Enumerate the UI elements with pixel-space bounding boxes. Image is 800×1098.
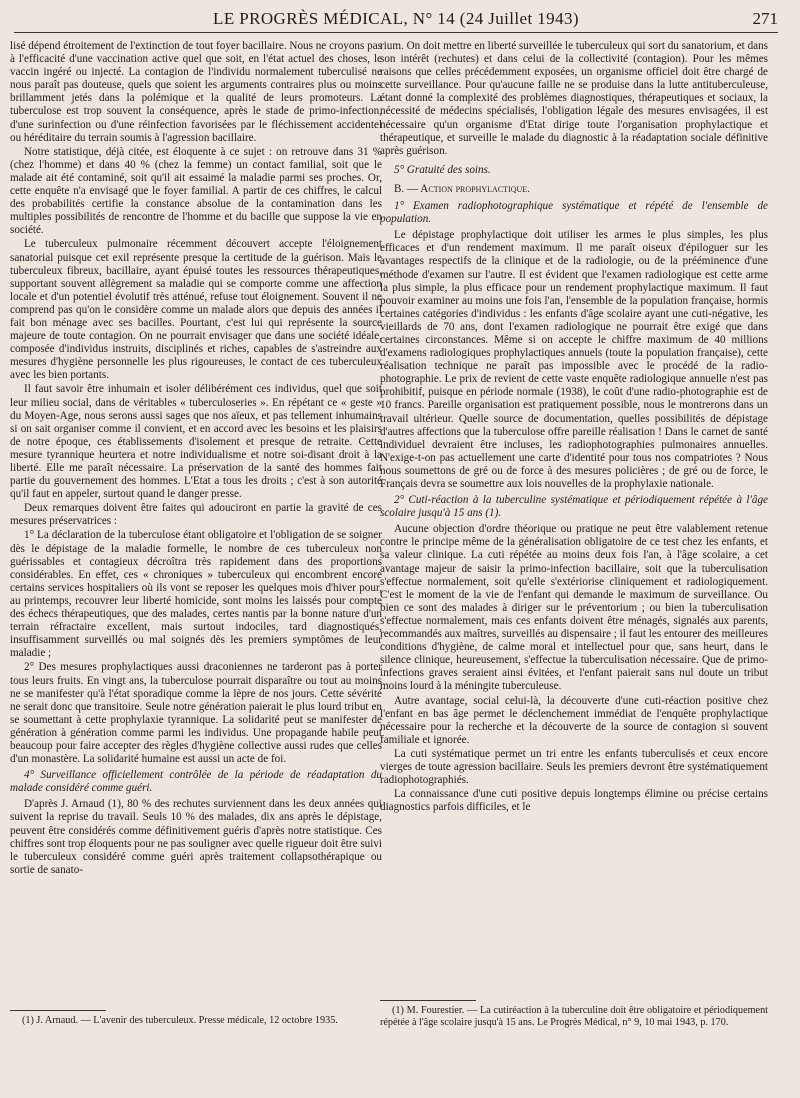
running-header: [14, 4, 778, 33]
footnote-rule: [10, 1010, 106, 1011]
page-number: 271: [752, 9, 778, 28]
subheading: 5° Gratuité des soins.: [394, 163, 491, 176]
paragraph: Deux remarques doivent être faites qui adouciront en partie la gravité de ces mesures préservatrices :: [10, 502, 382, 528]
left-column: [10, 40, 382, 1090]
footnote: (1) M. Fourestier. — La cutiréaction à la tuberculine doit être obligatoire et périodiquement répétée à l'âge scolaire jusqu'à 15 ans. Le Progrès Médical, n° 9, 10 mai 1943, p. 170.: [380, 1005, 768, 1028]
paragraph: rium. On doit mettre en liberté surveillée le tuberculeux qui sort du sanatorium, et dans son intérêt (rechutes) et dans celui de la collectivité (contagion). Pour les mêmes raisons que celles précédemment exposées, un organisme officiel doit être chargé de cette surveillance. Pour qu'aucune faille ne se produise dans la lutte antituberculeuse, étant donné la complexité des problèmes diagnostiques, thérapeutiques et sociaux, la nécessité de médecins spécialisés, l'obligation légale des mesures envisagées, il est nécessaire qu'un organisme d'Etat dirige toute l'organisation prophylactique et thérapeutique, et surveille le malade du diagnostic à la réadaptation sociale définitive après guérison.: [380, 40, 768, 157]
paragraph: lisé dépend étroitement de l'extinction de tout foyer bacillaire. Nous ne croyons pas à l'efficacité d'une vaccination active quel que soit, en l'état actuel des choses, le vaccin ingéré ou injecté. La contagion de l'individu normalement tuberculisé ne nous paraît pas douteuse, quels que soient les arguments contraires plus ou moins brillamment jetés dans la polémique et la qualité de leurs promoteurs. La tuberculose est trop souvent la conséquence, après le stade de primo-infection, d'une surinfection ou d'une réinfection favorisées par le fléchissement accidentel ou héréditaire du terrain soumis à l'agression bacillaire.: [10, 40, 382, 144]
journal-title: LE PROGRÈS MÉDICAL, N° 14 (24 Juillet 1943): [213, 9, 579, 28]
paragraph: Le dépistage prophylactique doit utiliser les armes le plus simples, les plus efficaces et d'un rendement maximum. Il me paraît oiseux d'épiloguer sur les avantages respectifs de la clinique et de la radiologie, ou de la prééminence d'une méthode d'examen sur l'autre. Il est évident que l'examen radiologique est cette arme la plus simple, la plus efficace pour un rendement prophylactique maximum. Il faut pouvoir examiner au moins une fois l'an, l'ensemble de la population française, hormis certaines catégories d'individus : les enfants d'âge scolaire ayant une cuti-négative, les vieillards de 70 ans, dont l'examen radiologique ne pourrait être exigé que dans certaines circonstances. Même si on accepte le chiffre maximum de 40 millions d'examens radiologiques prophylactiques annuels (toute la population française), cette réalisation technique ne paraît pas impossible avec le procédé de la radio-photographie. Le prix de revient de cette vaste enquête radiologique annuelle n'est pas prohibitif, puisque en période normale (1938), le coût d'une radio-photographie est de 10 francs. Pareille organisation est pratiquement possible, nous le montrerons dans un travail ultérieur. Quelle source de documentation, quelles possibilités de dépistage d'autres affections que la tuberculose offre pareille réalisation ! Dans le carnet de santé individuel devraient être incluses, les radiophotographies pulmonaires annuelles. N'exige-t-on pas actuellement une carte d'identité pour tous nos compatriotes ? Nous nous soumettons de gré ou de force à des mesures policières ; de gré ou de force, le Français devra se soumettre aux lois nouvelles de la prophylaxie nationale.: [380, 229, 768, 490]
paragraph: Il faut savoir être inhumain et isoler délibérément ces individus, quel que soit leur milieu social, dans de véritables « tuberculoseries ». En répétant ce « geste » du Moyen-Age, nous serons aussi sages que nos aïeux, et pas tellement inhumains si on sait organiser comme il convient, et en accord avec les besoins et les plaisirs de notre époque, ces établissements d'isolement et presque de retraite. Cette mesure tyrannique heurtera et notre individualisme et notre soi-disant droit à la liberté. Elle me paraît nécessaire. La préservation de la santé des hommes fait partie du gouvernement des hommes. L'Etat a tous les droits ; c'est à son autorité qu'il faut en appeler, surtout quand le danger presse.: [10, 383, 382, 501]
paragraph: 2° Des mesures prophylactiques aussi draconiennes ne tarderont pas à porter tous leurs fruits. En vingt ans, la tuberculose pourrait disparaître ou tout au moins ne se manifester qu'à l'état sporadique comme la lèpre de nos jours. Cette sévérité ne serait donc que transitoire. Seule notre génération paierait le plus lourd tribut en se soumettant à cette prophylaxie tyrannique. La solidarité peut se manifester de génération à génération comme parmi les individus. Une propagande habile peut beaucoup pour faire accepter des règles d'hygiène collective aussi rudes que celles d'un monastère. La solidarité humaine est aussi un acte de foi.: [10, 661, 382, 766]
footnote-rule: [380, 1000, 476, 1001]
right-column: [380, 40, 768, 1090]
subheading: 1° Examen radiophotographique systématique et répété de l'ensemble de population.: [380, 200, 768, 226]
paragraph: La cuti systématique permet un tri entre les enfants tuberculisés et ceux encore vierges de toute agression bacillaire. Seuls les premiers devront être systématiquement radiophotographiés.: [380, 747, 768, 787]
paragraph: Notre statistique, déjà citée, est éloquente à ce sujet : on retrouve dans 31 % (chez l'homme) et dans 40 % (chez la femme) un contact familial, soit que le malade ait été contaminé, soit qu'il ait essaimé la maladie parmi ses proches. Or, cette enquête n'a envisagé que le foyer familial. A partir de ces chiffres, le calcul des probabilités certifie la constance absolue de la contamination dans les multiples possibilités de rencontre de l'homme et du bacille que suppose la vie en société.: [10, 145, 382, 237]
paragraph: La connaissance d'une cuti positive depuis longtemps élimine ou précise certains diagnostics parfois difficiles, et le: [380, 788, 768, 814]
paragraph: Autre avantage, social celui-là, la découverte d'une cuti-réaction positive chez l'enfant en bas âge permet le déclenchement immédiat de l'enquête prophylactique nécessaire pour la recherche et la découverte de la source de contagion si souvent familiale et ignorée.: [380, 694, 768, 746]
section-heading: B. — Action prophylactique.: [394, 182, 530, 195]
paragraph: 1° La déclaration de la tuberculose étant obligatoire et l'obligation de se soigner dès le dépistage de la maladie formelle, le nombre de ces tuberculeux non guérissables et contagieux décroîtra très rapidement dans des proportions considérables. En effet, ces « chroniques » tuberculeux qui encombrent encore certains services hospitaliers où ils vont se reposer les quelques mois d'hiver pour, au printemps, recouvrer leur liberté homicide, sont moins les laissés pour compte des échecs thérapeutiques, que des malades, certes nantis par la bonne nature d'un terrain réfractaire excellent, mais surtout indociles, tard diagnostiqués, insuffisamment surveillés ou mal soignés dès les premiers symptômes de leur maladie ;: [10, 529, 382, 660]
left-column-body: [10, 40, 382, 1006]
right-column-body: [380, 40, 768, 996]
footnote: (1) J. Arnaud. — L'avenir des tuberculeux. Presse médicale, 12 octobre 1935.: [22, 1015, 338, 1026]
subheading: 4° Surveillance officiellement contrôlée de la période de réadaptation du malade considéré comme guéri.: [10, 769, 382, 795]
paragraph: Le tuberculeux pulmonaire récemment découvert accepte l'éloignement sanatorial puisque cet exil représente presque la certitude de la guérison. Mais le tuberculeux fibreux, bacillaire, ayant épuisé toutes les ressources thérapeutiques, supportant souvent allègrement sa maladie qui se comporte comme une affection locale et d'un potentiel évolutif très atténué, refuse tout éloignement. Souvent il ne comprend pas qu'on le considère comme un malade alors que depuis des années il fait bon ménage avec ses bacilles. Pourtant, c'est lui qui représente la source majeure de toute contagion. On ne pourrait envisager que dans une société idéale, composée d'individus instruits, disciplinés et riches, capables de s'astreindre aux mesures d'hygiène personnelle les plus rigoureuses, le contact de ces tuberculeux avec les bien portants.: [10, 238, 382, 382]
paragraph: Aucune objection d'ordre théorique ou pratique ne peut être valablement retenue contre le principe même de la généralisation obligatoire de ce test chez les enfants, et sa valeur clinique. La cuti répétée au moins deux fois l'an, à l'âge scolaire, a cet avantage majeur de saisir la primo-infection bacillaire, soit que la tuberculisation s'effectue normalement, soit qu'elle s'extériorise cliniquement et radiologiquement. C'est le moment de la vie de l'enfant qui demande le maximum de surveillance. Ou bien ce sont des malades à diriger sur le préventorium ; ou bien la tuberculisation s'effectue normalement, mais ces enfants doivent être ménagés, signalés aux parents, recommandés aux maîtres, surveillés au dispensaire ; il faut les entourer des meilleures conditions d'hygiène, de calme moral et intellectuel pour que, sans heurt, dans le silence clinique, heureusement, s'effectue la tuberculisation nécessaire. Que de primo-infections graves seraient ainsi évitées, et l'enfant paierait sans nul doute un tribut moins lourd à la méningite tuberculeuse.: [380, 523, 768, 693]
paragraph: D'après J. Arnaud (1), 80 % des rechutes surviennent dans les deux années qui suivent la reprise du travail. Seuls 10 % des malades, dix ans après le dépistage, peuvent être considérés comme définitivement guéris d'après notre statistique. Ces chiffres sont trop éloquents pour ne pas souligner avec quelle rigueur doit être suivi le tuberculeux considéré comme guéri après traitement collapsothérapique ou sortie de sanato-: [10, 798, 382, 876]
subheading: 2° Cuti-réaction à la tuberculine systématique et périodiquement répétée à l'âge scolaire jusqu'à 15 ans (1).: [380, 494, 768, 520]
